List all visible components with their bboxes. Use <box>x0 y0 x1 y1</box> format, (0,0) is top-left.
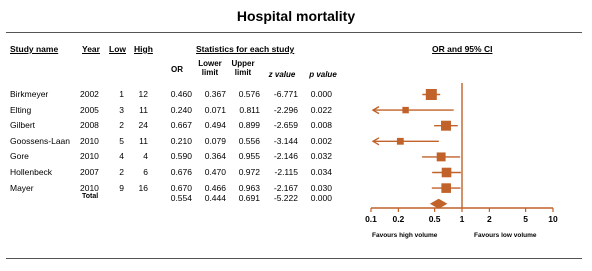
cell-p: 0.030 <box>310 182 332 193</box>
cell-year: 2005 <box>80 104 99 115</box>
subheader-lower: Lower limit <box>198 59 222 77</box>
cell-low: 1 <box>119 89 124 99</box>
cell-z: -2.167 <box>273 182 298 193</box>
cell-upper: 0.972 <box>238 167 260 177</box>
cell-p: 0.032 <box>310 151 332 162</box>
cell-low: 2 <box>119 167 124 177</box>
cell-high: 11 <box>139 104 148 115</box>
cell-name: Gore <box>10 151 29 162</box>
cell-lower: 0.071 <box>204 104 226 115</box>
header-year: Year <box>82 44 100 54</box>
cell-name: Mayer <box>10 182 34 193</box>
cell-lower: 0.367 <box>204 89 226 99</box>
cell-high: 24 <box>138 120 148 131</box>
x-tick-label: 0.5 <box>428 214 441 224</box>
total-label: Total <box>82 193 99 200</box>
cell-upper: 0.811 <box>239 104 260 115</box>
x-tick-label: 1 <box>459 214 465 224</box>
total-upper: 0.691 <box>238 193 260 203</box>
cell-or: 0.240 <box>170 104 192 115</box>
summary-diamond <box>430 199 447 209</box>
cell-high: 4 <box>143 151 148 162</box>
cell-or: 0.667 <box>170 120 192 131</box>
cell-high: 16 <box>138 182 148 193</box>
cell-year: 2008 <box>80 120 99 131</box>
cell-low: 4 <box>119 151 124 162</box>
header-stats: Statistics for each study <box>196 44 295 54</box>
cell-upper: 0.576 <box>238 89 260 99</box>
cell-upper: 0.955 <box>238 151 260 162</box>
cell-year: 2010 <box>80 182 99 193</box>
header-study: Study name <box>10 44 59 54</box>
cell-lower: 0.494 <box>204 120 226 131</box>
point-estimate <box>426 89 437 100</box>
cell-low: 5 <box>119 135 124 146</box>
subheader-p: p value <box>309 70 337 79</box>
cell-year: 2010 <box>80 151 99 162</box>
cell-p: 0.034 <box>310 167 332 177</box>
header-low: Low <box>109 44 126 54</box>
total-lower: 0.444 <box>204 193 226 203</box>
chart-title: Hospital mortality <box>236 8 356 24</box>
cell-or: 0.670 <box>170 182 192 193</box>
cell-upper: 0.556 <box>238 135 260 146</box>
cell-high: 12 <box>138 89 148 99</box>
cell-name: Gilbert <box>10 120 36 131</box>
cell-low: 9 <box>119 182 124 193</box>
cell-low: 3 <box>119 104 124 115</box>
total-z: -5.222 <box>273 193 298 203</box>
subheader-upper: Upper limit <box>231 59 255 77</box>
cell-year: 2007 <box>80 167 99 177</box>
cell-year: 2002 <box>80 89 99 99</box>
cell-z: -3.144 <box>273 135 298 146</box>
x-tick-label: 0.2 <box>392 214 405 224</box>
cell-z: -2.296 <box>273 104 298 115</box>
cell-p: 0.008 <box>310 120 332 131</box>
point-estimate <box>442 168 452 178</box>
cell-p: 0.000 <box>310 89 332 99</box>
cell-year: 2010 <box>80 135 99 146</box>
x-tick-label: 0.1 <box>365 214 377 224</box>
cell-upper: 0.899 <box>238 120 260 131</box>
header-ci: OR and 95% CI <box>432 44 493 54</box>
total-p: 0.000 <box>310 193 332 203</box>
cell-name: Elting <box>10 104 32 115</box>
point-estimate <box>402 107 408 113</box>
cell-z: -2.146 <box>273 151 298 162</box>
cell-high: 6 <box>143 167 148 177</box>
x-tick-label: 5 <box>523 214 528 224</box>
subheader-or: OR <box>171 65 183 74</box>
bottom-rule <box>6 258 582 259</box>
cell-or: 0.590 <box>170 151 192 162</box>
cell-upper: 0.963 <box>238 182 260 193</box>
cell-z: -2.115 <box>274 167 298 177</box>
point-estimate <box>441 121 451 131</box>
cell-or: 0.676 <box>170 167 192 177</box>
cell-lower: 0.079 <box>204 135 226 146</box>
x-tick-label: 2 <box>487 214 492 224</box>
cell-p: 0.002 <box>310 135 332 146</box>
cell-or: 0.210 <box>170 135 192 146</box>
point-estimate <box>437 152 446 161</box>
cell-lower: 0.466 <box>204 182 226 193</box>
cell-p: 0.022 <box>310 104 332 115</box>
cell-z: -6.771 <box>273 89 298 99</box>
footer-left: Favours high volume <box>372 232 438 239</box>
cell-name: Hollenbeck <box>10 167 53 177</box>
cell-lower: 0.470 <box>204 167 226 177</box>
cell-high: 11 <box>139 135 148 146</box>
x-tick-label: 10 <box>548 214 558 224</box>
cell-low: 2 <box>119 120 124 131</box>
header-high: High <box>134 44 153 54</box>
cell-or: 0.460 <box>170 89 192 99</box>
total-or: 0.554 <box>170 193 192 203</box>
cell-name: Birkmeyer <box>10 89 49 99</box>
footer-right: Favours low volume <box>474 232 537 239</box>
cell-lower: 0.364 <box>204 151 226 162</box>
point-estimate <box>441 183 451 193</box>
cell-z: -2.659 <box>273 120 298 131</box>
cell-name: Goossens-Laan <box>10 135 71 146</box>
point-estimate <box>397 138 404 145</box>
subheader-z: z value <box>268 70 296 79</box>
